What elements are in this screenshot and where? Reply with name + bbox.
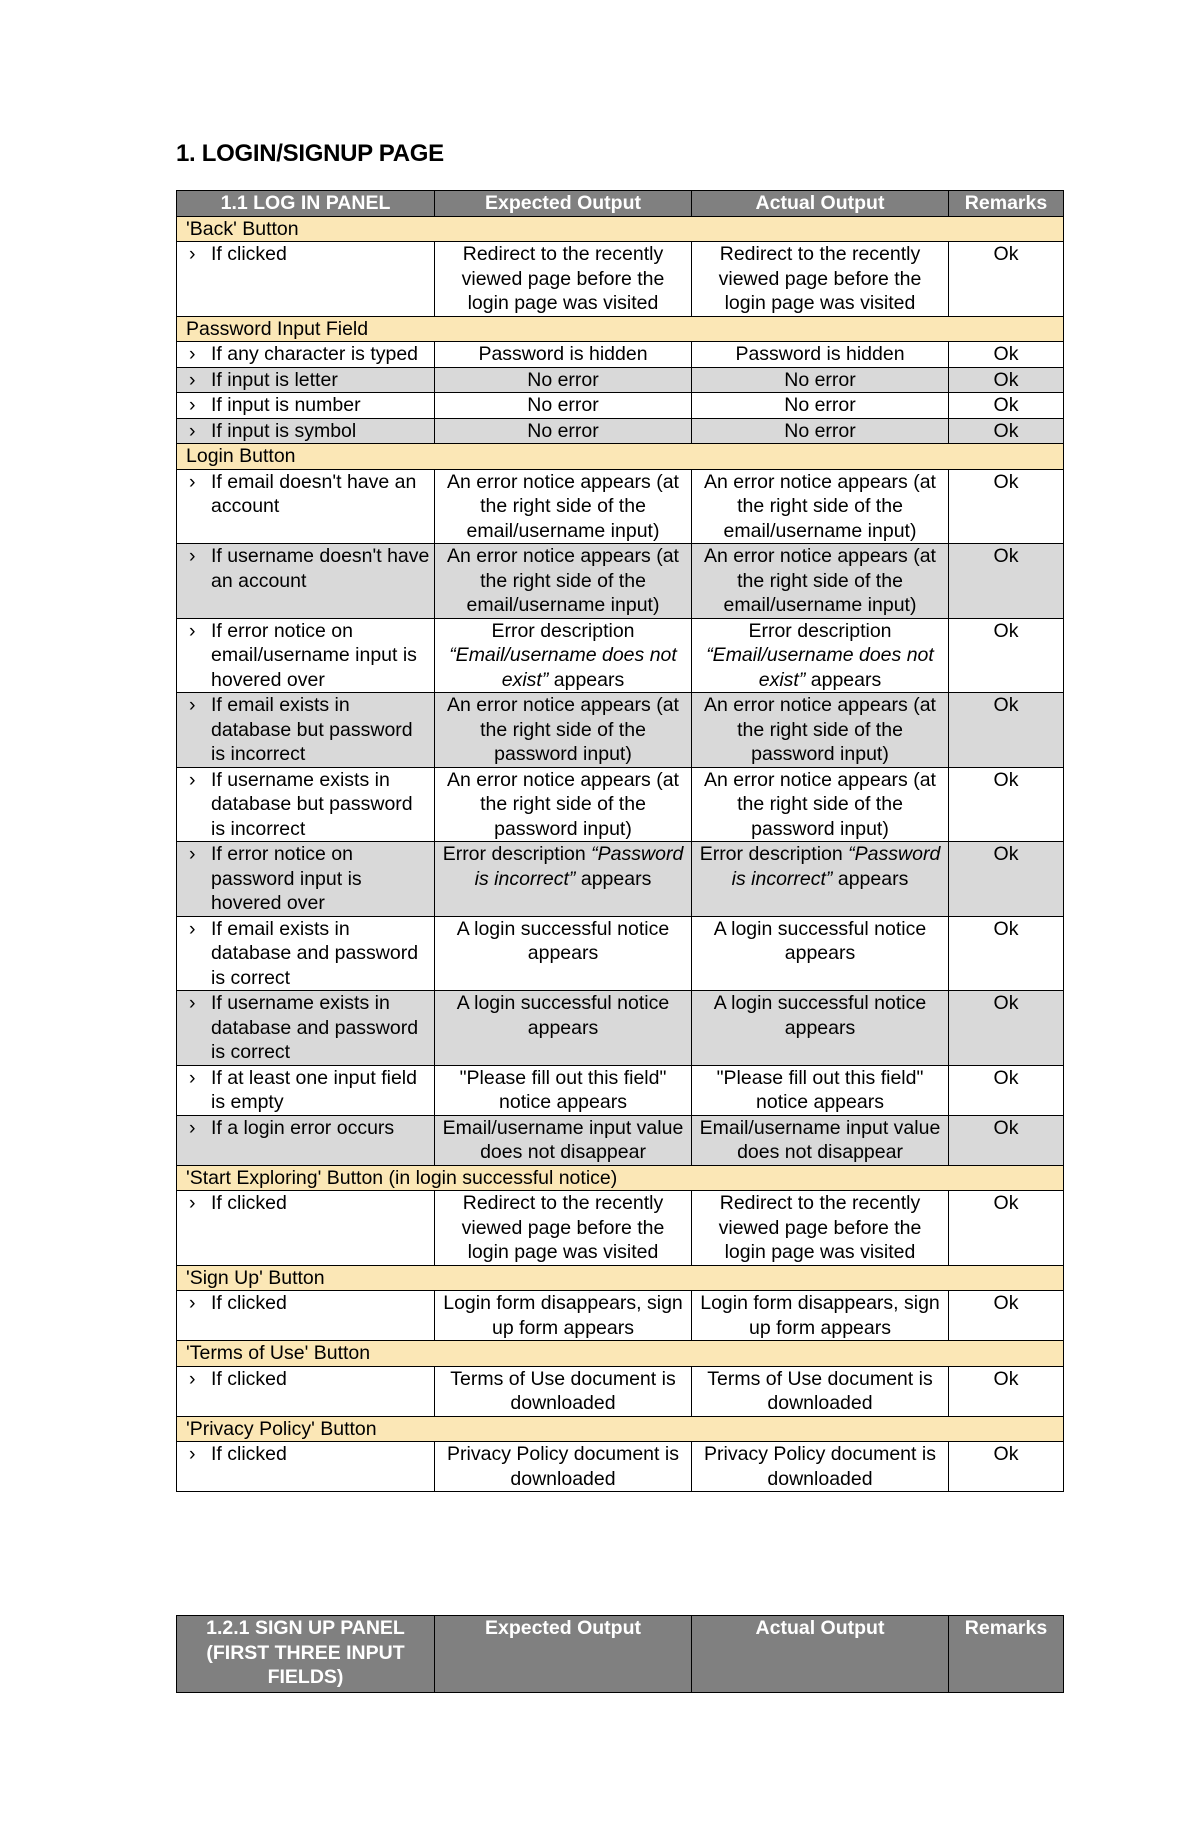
table-row — [177, 1366, 1064, 1416]
table-row — [177, 693, 1064, 768]
signup-test-table — [176, 1615, 1064, 1693]
actual-output: An error notice appears (at the right side of the email/username input) — [692, 469, 949, 544]
remarks: Ok — [949, 1366, 1064, 1416]
table-row — [177, 842, 1064, 917]
condition-text: If any character is typed — [211, 343, 419, 365]
remarks: Ok — [949, 367, 1064, 393]
bullet-icon: › — [189, 1367, 196, 1390]
section-label: Login Button — [177, 444, 1064, 470]
remarks: Ok — [949, 767, 1064, 842]
condition-text: If username exists in database but password is incorrect — [211, 768, 413, 840]
table-row — [177, 916, 1064, 991]
login-table-body — [177, 216, 1064, 1492]
expected-output: A login successful notice appears — [435, 916, 692, 991]
remarks: Ok — [949, 842, 1064, 917]
condition-text: If error notice on password input is hovered over — [211, 843, 362, 914]
condition-text: If clicked — [211, 1192, 287, 1214]
actual-output: A login successful notice appears — [692, 916, 949, 991]
remarks: Ok — [949, 693, 1064, 768]
bullet-icon: › — [189, 843, 196, 865]
header-test-case: 1.1 LOG IN PANEL — [177, 191, 435, 217]
test-condition — [177, 544, 435, 619]
condition-text: If a login error occurs — [211, 1116, 395, 1139]
actual-output: A login successful notice appears — [692, 991, 949, 1066]
section-row — [177, 1165, 1064, 1191]
remarks: Ok — [949, 1191, 1064, 1266]
actual-output: Redirect to the recently viewed page before the login page was visited — [692, 242, 949, 317]
table-row — [177, 767, 1064, 842]
test-condition — [177, 342, 435, 368]
test-condition — [177, 393, 435, 419]
actual-output: Redirect to the recently viewed page before the login page was visited — [692, 1191, 949, 1266]
remarks: Ok — [949, 916, 1064, 991]
test-condition — [177, 618, 435, 693]
test-condition — [177, 1442, 435, 1492]
document-title: 1. LOGIN/SIGNUP PAGE — [176, 140, 444, 167]
expected-output: Terms of Use document is downloaded — [435, 1366, 692, 1416]
section-label: 'Sign Up' Button — [177, 1265, 1064, 1291]
remarks: Ok — [949, 991, 1064, 1066]
expected-output-suffix: appears — [580, 867, 652, 890]
table-row — [177, 418, 1064, 444]
condition-text: If input is symbol — [211, 419, 357, 442]
bullet-icon: › — [189, 619, 196, 642]
expected-output: An error notice appears (at the right side of the password input) — [435, 693, 692, 768]
remarks: Ok — [949, 618, 1064, 693]
table-row — [177, 342, 1064, 368]
table-row — [177, 544, 1064, 619]
table-header-row — [177, 1616, 1064, 1693]
section-label: 'Privacy Policy' Button — [177, 1416, 1064, 1442]
remarks: Ok — [949, 1065, 1064, 1115]
expected-output: Email/username input value does not disappear — [435, 1115, 692, 1165]
section-row — [177, 1265, 1064, 1291]
remarks: Ok — [949, 393, 1064, 419]
test-condition — [177, 1065, 435, 1115]
condition-text: If input is number — [211, 394, 361, 416]
header-expected-output: Expected Output — [435, 191, 692, 217]
remarks: Ok — [949, 342, 1064, 368]
condition-text: If username exists in database and password is correct — [211, 992, 419, 1063]
bullet-icon: › — [189, 694, 196, 716]
table-row — [177, 618, 1064, 693]
actual-output: Email/username input value does not disappear — [692, 1115, 949, 1165]
expected-output: Redirect to the recently viewed page before the login page was visited — [435, 242, 692, 317]
test-condition — [177, 367, 435, 393]
actual-output: An error notice appears (at the right side of the email/username input) — [692, 544, 949, 619]
bullet-icon: › — [189, 768, 196, 791]
test-condition — [177, 693, 435, 768]
bullet-icon: › — [189, 419, 196, 442]
test-condition — [177, 469, 435, 544]
actual-output-quote: “Email/username does not exist” — [706, 644, 934, 691]
actual-output: An error notice appears (at the right side of the password input) — [692, 767, 949, 842]
actual-output: No error — [692, 418, 949, 444]
remarks: Ok — [949, 544, 1064, 619]
bullet-icon: › — [189, 343, 196, 365]
bullet-icon: › — [189, 1192, 196, 1214]
condition-text: If clicked — [211, 1292, 287, 1314]
bullet-icon: › — [189, 1443, 196, 1465]
expected-output: No error — [435, 418, 692, 444]
test-condition — [177, 418, 435, 444]
table-row — [177, 242, 1064, 317]
table-row — [177, 393, 1064, 419]
expected-output: No error — [435, 393, 692, 419]
section-row — [177, 216, 1064, 242]
expected-output-text: Error description — [442, 843, 586, 865]
section-label: 'Back' Button — [177, 216, 1064, 242]
condition-text: If email exists in database and password is correct — [211, 917, 419, 989]
expected-output-suffix: appears — [553, 668, 625, 691]
remarks: Ok — [949, 242, 1064, 317]
header-actual-output: Actual Output — [692, 191, 949, 217]
expected-output-text: Error description — [491, 619, 635, 642]
header-remarks: Remarks — [949, 191, 1064, 217]
actual-output: Login form disappears, sign up form appears — [692, 1291, 949, 1341]
remarks: Ok — [949, 1115, 1064, 1165]
remarks: Ok — [949, 418, 1064, 444]
header-test-case: 1.2.1 SIGN UP PANEL (FIRST THREE INPUT FIELDS) — [177, 1616, 435, 1693]
header-expected-output: Expected Output — [435, 1616, 692, 1693]
actual-output: "Please fill out this field" notice appears — [692, 1065, 949, 1115]
bullet-icon: › — [189, 243, 196, 265]
test-condition — [177, 242, 435, 317]
condition-text: If username doesn't have an account — [211, 545, 430, 592]
test-condition — [177, 916, 435, 991]
section-row — [177, 1416, 1064, 1442]
actual-output-suffix: appears — [837, 867, 909, 890]
actual-output — [692, 618, 949, 693]
actual-output-text: Error description — [699, 843, 843, 865]
bullet-icon: › — [189, 917, 196, 940]
remarks: Ok — [949, 1442, 1064, 1492]
test-condition — [177, 842, 435, 917]
login-test-table — [176, 190, 1064, 1492]
expected-output: Login form disappears, sign up form appears — [435, 1291, 692, 1341]
condition-text: If input is letter — [211, 368, 338, 391]
expected-output-quote: “Email/username does not exist” — [449, 644, 677, 691]
expected-output-quote: “Password is incorrect” — [474, 843, 684, 890]
section-row — [177, 316, 1064, 342]
bullet-icon: › — [189, 545, 196, 567]
actual-output: No error — [692, 367, 949, 393]
actual-output-suffix: appears — [810, 668, 882, 691]
actual-output: Terms of Use document is downloaded — [692, 1366, 949, 1416]
bullet-icon: › — [189, 1292, 196, 1314]
condition-text: If clicked — [211, 243, 287, 265]
condition-text: If error notice on email/username input is hovered over — [211, 619, 417, 691]
bullet-icon: › — [189, 470, 196, 493]
table-row — [177, 991, 1064, 1066]
expected-output: "Please fill out this field" notice appears — [435, 1065, 692, 1115]
expected-output: Password is hidden — [435, 342, 692, 368]
bullet-icon: › — [189, 992, 196, 1014]
actual-output-text: Error description — [748, 619, 892, 642]
expected-output: An error notice appears (at the right side of the email/username input) — [435, 469, 692, 544]
table-row — [177, 1191, 1064, 1266]
remarks: Ok — [949, 1291, 1064, 1341]
expected-output: Privacy Policy document is downloaded — [435, 1442, 692, 1492]
section-label: 'Start Exploring' Button (in login successful notice) — [177, 1165, 1064, 1191]
condition-text: If clicked — [211, 1367, 287, 1390]
remarks: Ok — [949, 469, 1064, 544]
table-row — [177, 469, 1064, 544]
test-condition — [177, 1291, 435, 1341]
actual-output: Privacy Policy document is downloaded — [692, 1442, 949, 1492]
table-row — [177, 367, 1064, 393]
bullet-icon: › — [189, 1066, 196, 1089]
actual-output: No error — [692, 393, 949, 419]
actual-output-quote: “Password is incorrect” — [731, 843, 941, 890]
bullet-icon: › — [189, 394, 196, 416]
expected-output: A login successful notice appears — [435, 991, 692, 1066]
condition-text: If at least one input field is empty — [211, 1066, 417, 1113]
table-header-row — [177, 191, 1064, 217]
bullet-icon: › — [189, 1116, 196, 1139]
expected-output: An error notice appears (at the right side of the email/username input) — [435, 544, 692, 619]
test-condition — [177, 1366, 435, 1416]
header-actual-output: Actual Output — [692, 1616, 949, 1693]
expected-output: Redirect to the recently viewed page before the login page was visited — [435, 1191, 692, 1266]
expected-output: No error — [435, 367, 692, 393]
condition-text: If email doesn't have an account — [211, 470, 417, 517]
expected-output — [435, 842, 692, 917]
header-remarks: Remarks — [949, 1616, 1064, 1693]
test-condition — [177, 991, 435, 1066]
actual-output — [692, 842, 949, 917]
expected-output — [435, 618, 692, 693]
test-condition — [177, 1191, 435, 1266]
table-row — [177, 1065, 1064, 1115]
section-label: 'Terms of Use' Button — [177, 1341, 1064, 1367]
section-row — [177, 1341, 1064, 1367]
table-row — [177, 1115, 1064, 1165]
section-label: Password Input Field — [177, 316, 1064, 342]
expected-output: An error notice appears (at the right side of the password input) — [435, 767, 692, 842]
test-condition — [177, 1115, 435, 1165]
actual-output: Password is hidden — [692, 342, 949, 368]
table-row — [177, 1442, 1064, 1492]
bullet-icon: › — [189, 368, 196, 391]
condition-text: If email exists in database but password is incorrect — [211, 694, 413, 765]
actual-output: An error notice appears (at the right side of the password input) — [692, 693, 949, 768]
table-row — [177, 1291, 1064, 1341]
test-condition — [177, 767, 435, 842]
condition-text: If clicked — [211, 1443, 287, 1465]
section-row — [177, 444, 1064, 470]
